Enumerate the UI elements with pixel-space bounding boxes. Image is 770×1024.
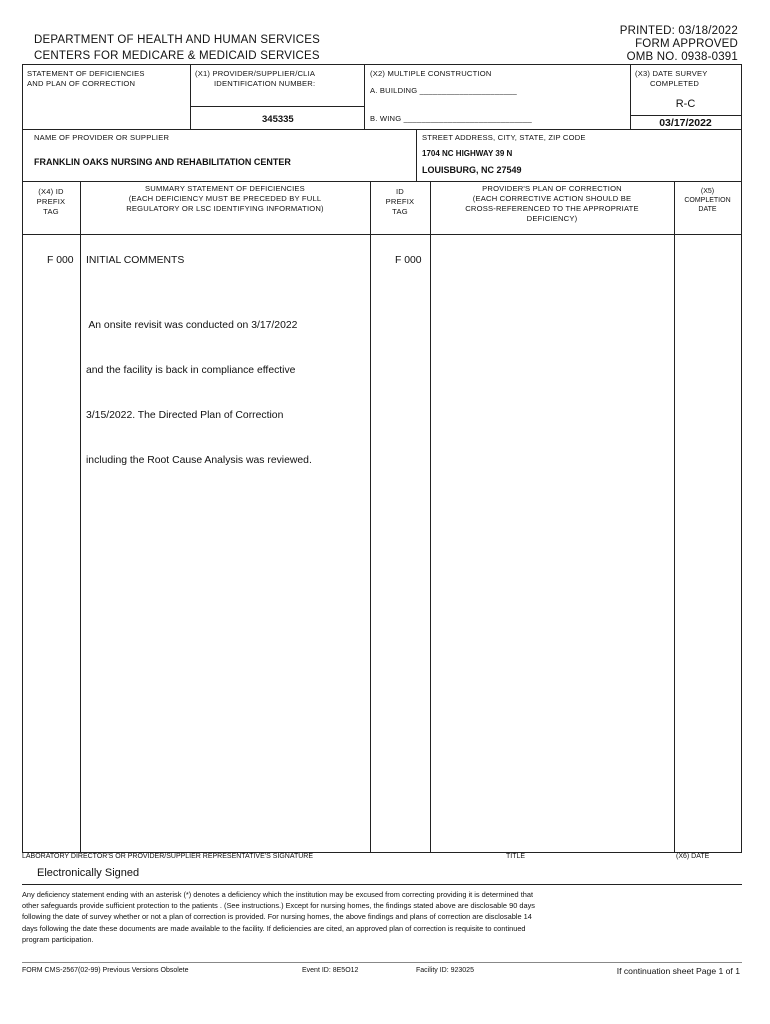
date-label: (X6) DATE bbox=[676, 853, 710, 860]
completion-header: (X5) COMPLETION DATE bbox=[684, 188, 731, 213]
provider-name-label: NAME OF PROVIDER OR SUPPLIER bbox=[34, 133, 170, 142]
survey-code: R-C bbox=[675, 98, 696, 110]
survey-date: 03/17/2022 bbox=[659, 117, 712, 129]
statement-label-2: AND PLAN OF CORRECTION bbox=[27, 79, 136, 88]
form-approved: FORM APPROVED bbox=[635, 38, 738, 50]
entry-text: An onsite revisit was conducted on 3/17/2022 and the facility is back in compliance effective 3/15/2022. The Directed Plan of Correction including the Root Cause Analysis was reviewed. bbox=[86, 320, 312, 466]
x3-label-2: COMPLETED bbox=[650, 79, 700, 88]
event-id: Event ID: 8E5O12 bbox=[302, 967, 359, 974]
provider-name: FRANKLIN OAKS NURSING AND REHABILITATION CENTER bbox=[34, 157, 291, 167]
omb-number: OMB NO. 0938-0391 bbox=[626, 51, 738, 63]
deficiency-tag: F 000 bbox=[47, 255, 74, 266]
form-number: FORM CMS-2567(02-99) Previous Versions Obsolete bbox=[22, 967, 189, 974]
facility-id: Facility ID: 923025 bbox=[416, 967, 474, 974]
plan-header: PROVIDER'S PLAN OF CORRECTION (EACH CORRECTIVE ACTION SHOULD BE CROSS-REFERENCED TO THE APPROPRIATE DEFICIENCY) bbox=[465, 184, 639, 223]
correction-tag: F 000 bbox=[395, 255, 422, 266]
statement-label-1: STATEMENT OF DEFICIENCIES bbox=[27, 69, 145, 78]
left-border bbox=[22, 64, 23, 852]
street-address: 1704 NC HIGHWAY 39 N bbox=[422, 149, 513, 158]
printed-date: PRINTED: 03/18/2022 bbox=[619, 25, 738, 37]
signature-label: LABORATORY DIRECTOR'S OR PROVIDER/SUPPLIER REPRESENTATIVE'S SIGNATURE bbox=[22, 853, 314, 860]
top-border bbox=[22, 64, 742, 65]
x1-label-2: IDENTIFICATION NUMBER: bbox=[214, 79, 316, 88]
city-state-zip: LOUISBURG, NC 27549 bbox=[422, 165, 522, 175]
x1-label-1: (X1) PROVIDER/SUPPLIER/CLIA bbox=[195, 69, 316, 78]
x1-value: 345335 bbox=[262, 114, 294, 125]
disclaimer: Any deficiency statement ending with an asterisk (*) denotes a deficiency which the institution may be excused from correcting providing it is determined that other safeguards provide sufficient protection to the patients . (See instructions.) Except for nursing homes, the findings stated above are disclosable 90 days following the date of survey whether or not a plan of correction is provided. For nursing homes, the above findings and plans of correction are disclosable 14 days following the date these documents are made available to the facility. If deficiencies are cited, an approved plan of correction is requisite to continued program participation. bbox=[22, 890, 535, 944]
x2-label: (X2) MULTIPLE CONSTRUCTION bbox=[370, 69, 492, 78]
page-number: If continuation sheet Page 1 of 1 bbox=[616, 966, 740, 976]
address-label: STREET ADDRESS, CITY, STATE, ZIP CODE bbox=[422, 133, 586, 142]
entry-title: INITIAL COMMENTS bbox=[86, 255, 185, 266]
right-border bbox=[741, 64, 742, 852]
x4-header: (X4) ID PREFIX TAG bbox=[36, 187, 66, 216]
centers-title: CENTERS FOR MEDICARE & MEDICAID SERVICES bbox=[34, 50, 320, 62]
department-title: DEPARTMENT OF HEALTH AND HUMAN SERVICES bbox=[34, 34, 320, 46]
title-label: TITLE bbox=[506, 853, 526, 860]
wing-field: B. WING _____________________________ bbox=[370, 114, 532, 123]
id-prefix-header: ID PREFIX TAG bbox=[385, 187, 415, 216]
electronic-signature: Electronically Signed bbox=[37, 867, 140, 879]
summary-header: SUMMARY STATEMENT OF DEFICIENCIES (EACH DEFICIENCY MUST BE PRECEDED BY FULL REGULATORY OR LSC IDENTIFYING INFORMATION) bbox=[126, 184, 324, 213]
x3-label-1: (X3) DATE SURVEY bbox=[635, 69, 708, 78]
building-field: A. BUILDING ______________________ bbox=[370, 86, 517, 95]
